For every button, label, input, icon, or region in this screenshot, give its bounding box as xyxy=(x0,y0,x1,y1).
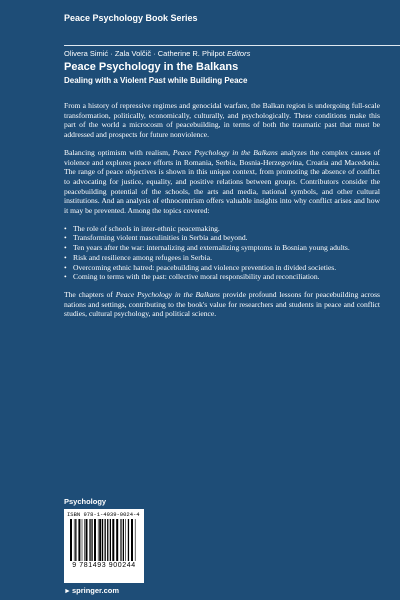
barcode-digits: 9 781493 900244 xyxy=(72,562,136,569)
barcode-bar xyxy=(135,519,136,561)
topic-item: • Coming to terms with the past: collective moral responsibility and reconciliation. xyxy=(64,272,320,282)
p2-book-title: Peace Psychology in the Balkans xyxy=(172,147,278,157)
barcode-bar xyxy=(74,519,75,561)
bullet-icon: • xyxy=(64,272,67,282)
barcode-bar xyxy=(89,519,90,561)
barcode-bar xyxy=(78,519,80,561)
topic-item: • The role of schools in inter-ethnic peacemaking. xyxy=(64,223,220,233)
book-title: Peace Psychology in the Balkans xyxy=(64,61,239,73)
publisher-url: springer.com xyxy=(71,586,120,595)
barcode-bar xyxy=(86,519,88,561)
editors-role: Editors xyxy=(226,49,251,58)
p2-lead: Balancing optimism with realism, xyxy=(64,147,173,157)
barcode-bar xyxy=(131,519,133,561)
header-rule xyxy=(64,45,400,46)
barcode-bar xyxy=(99,519,101,561)
series-name: Peace Psychology Book Series xyxy=(64,13,198,23)
series-header-band xyxy=(0,0,400,45)
barcode-bars xyxy=(70,519,138,561)
barcode-bar xyxy=(110,519,111,561)
back-cover-blurb xyxy=(64,101,380,327)
arrow-right-icon: ► xyxy=(64,588,71,595)
barcode-bar xyxy=(82,519,83,561)
bullet-icon: • xyxy=(64,243,67,253)
barcode-bar xyxy=(105,519,106,561)
barcode-bar xyxy=(84,519,85,561)
barcode-bar xyxy=(98,519,99,561)
barcode-bar xyxy=(120,519,121,561)
subject-category: Psychology xyxy=(64,497,107,506)
isbn-barcode xyxy=(64,509,144,583)
barcode-bar xyxy=(125,519,126,561)
barcode-bar xyxy=(112,519,114,561)
barcode-bar xyxy=(102,519,103,561)
editors-line xyxy=(64,49,250,58)
p2-rest: analyzes the complex causes of violence and explores peace efforts in Romania, Serbia, Bosnia-Herzegovina, Croatia and Macedonia. The range of peace objectives is shown in this unique context, from promoting the absence of conflict to advocating for justice, equality, and positive relations between groups. Contributors consider the peacebuilding potential of the schools, the arts and media, national symbols, and other cultural institutions. And an analysis of ethnocentrism offers valuable insights into why conflict arises and how it may be prevented. Among the topics covered: xyxy=(64,147,381,216)
bullet-icon: • xyxy=(64,262,67,272)
barcode-bar xyxy=(91,519,92,561)
barcode-bar xyxy=(107,519,108,561)
barcode-bar xyxy=(128,519,129,561)
topic-item: • Transforming violent masculinities in Serbia and beyond. xyxy=(64,233,248,243)
barcode-bar xyxy=(75,519,76,561)
p3-rest: provide profound lessons for peacebuilding across nations and settings, contributing to the book's value for researchers and students in peace and conflict studies, cultural psychology, and political science. xyxy=(64,289,380,319)
isbn-text: ISBN 978-1-4939-0024-4 xyxy=(67,511,140,518)
topic-item: • Overcoming ethnic hatred: peacebuilding and violence prevention in divided societies. xyxy=(64,262,337,272)
topic-item: • Ten years after the war: internalizing and externalizing symptoms in Bosnian young adults. xyxy=(64,243,350,253)
blurb-paragraph-3 xyxy=(64,290,380,319)
barcode-bar xyxy=(70,519,72,561)
book-subtitle: Dealing with a Violent Past while Building Peace xyxy=(64,76,248,85)
topics-list xyxy=(64,224,380,282)
p3-book-title: Peace Psychology in the Balkans xyxy=(115,289,220,299)
topic-item: • Risk and resilience among refugees in Serbia. xyxy=(64,252,212,262)
barcode-bar xyxy=(94,519,96,561)
p3-lead: The chapters of xyxy=(64,289,116,299)
barcode-bar xyxy=(123,519,124,561)
blurb-paragraph-1: From a history of repressive regimes and genocidal warfare, the Balkan region is undergoing full-scale transformation, politically, economically, culturally, and psychologically. These conditions make this part of the world a microcosm of peacebuilding, in terms of both the traumatic past that must be addressed and prospects for future nonviolence. xyxy=(64,101,380,140)
bullet-icon: • xyxy=(64,223,67,233)
blurb-paragraph-2 xyxy=(64,148,380,216)
barcode-bar xyxy=(121,519,122,561)
editor-names: Olivera Simić · Zala Volčič · Catherine R. Philpot xyxy=(64,49,225,58)
barcode-bar xyxy=(116,519,118,561)
publisher-link[interactable] xyxy=(64,586,119,595)
bullet-icon: • xyxy=(64,252,67,262)
bullet-icon: • xyxy=(64,233,67,243)
